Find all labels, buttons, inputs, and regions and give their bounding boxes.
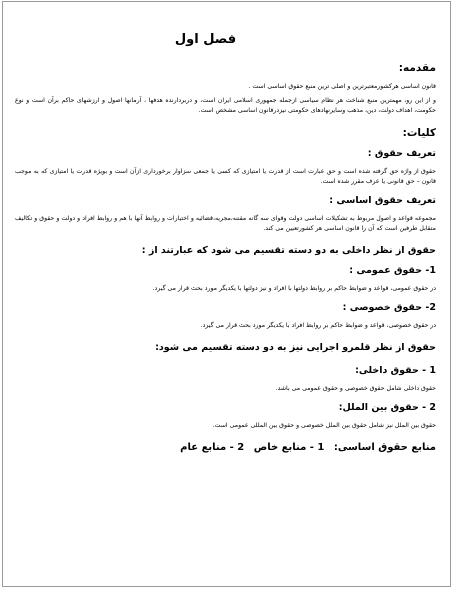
intro-paragraph-2: و از این رو، مهمترین منبع شناخت هر نظام سیاسی ازجمله جمهوری اسلامی ایران است، و دربردارنده هدفها ، آرمانها اصول و ارزشهای حاکم برآن است و نوع حکومت، اهداف دولت، دین، مذهب وسایرنهادهای حکومتی نیزدرقانون اساسی مشخص است.: [15, 97, 436, 114]
international-law-text: حقوق بین الملل نیز شامل حقوق بین الملل خصوصی و حقوق بین المللی عمومی است.: [212, 422, 436, 429]
document-page: [2, 1, 451, 587]
international-law-heading: 2 - حقوق بین الملل:: [338, 402, 436, 413]
intro-paragraph-1: قانون اساسی هرکشورمعتبرترین و اصلی ترین منبع حقوق اساسی است .: [248, 83, 436, 90]
public-law-text: در حقوق عمومی، قواعد و ضوابط حاکم بر روابط دولتها با افراد و نیز دولتها با یکدیگر مورد بحث قرار می گیرد.: [152, 285, 436, 292]
internal-division-heading: حقوق از نظر داخلی به دو دسته تقسیم می شود که عبارتند از :: [141, 245, 436, 256]
domestic-law-heading: 1 - حقوق داخلی:: [355, 365, 436, 376]
law-definition-text: حقوق از واژه حق گرفته شده است و حق عبارت است از قدرت یا امتیازی که کسی یا جمعی سزاوار برخورداری ازآن است و بویژه قدرت یا امتیازی که به موجب قانون – حق قانونی یا عرف مقرر شده است.: [15, 168, 436, 185]
domestic-law-text: حقوق داخلی شامل حقوق خصوصی و حقوق عمومی می باشد.: [275, 385, 436, 392]
constitutional-law-definition-text: مجموعه قواعد و اصول مربوط به تشکیلات اساسی دولت وقوای سه گانه مقننه،مجریه،قضائیه و اختیارات و روابط آنها با هم و روابط افراد و دولت و حقوق و تکالیف متقابل طرفین است که آن را قانون اساسی هر کشورتعیین می کند.: [15, 215, 436, 232]
sources-item-specific: 1 - منابع خاص: [253, 442, 325, 453]
sources-item-general: 2 - منابع عام: [180, 442, 245, 453]
law-definition-heading: تعریف حقوق :: [367, 148, 436, 159]
sources-line: [15, 441, 436, 455]
constitutional-law-definition-heading: تعریف حقوق اساسی :: [329, 195, 436, 206]
public-law-heading: 1- حقوق عمومی :: [349, 265, 436, 276]
jurisdiction-division-heading: حقوق از نظر قلمرو اجرایی نیز به دو دسته تقسیم می شود:: [155, 342, 436, 353]
chapter-title: فصل اول: [174, 32, 237, 47]
sources-label: منابع حقوق اساسی:: [333, 442, 436, 453]
generalities-heading: کلیات:: [402, 127, 436, 139]
private-law-text: در حقوق خصوصی، قواعد و ضوابط حاکم بر روابط افراد با یکدیگر مورد بحث قرار می گیرد.: [200, 322, 436, 329]
intro-heading: مقدمه:: [398, 62, 436, 74]
private-law-heading: 2- حقوق خصوصی :: [342, 302, 436, 313]
page-content: [15, 32, 436, 586]
